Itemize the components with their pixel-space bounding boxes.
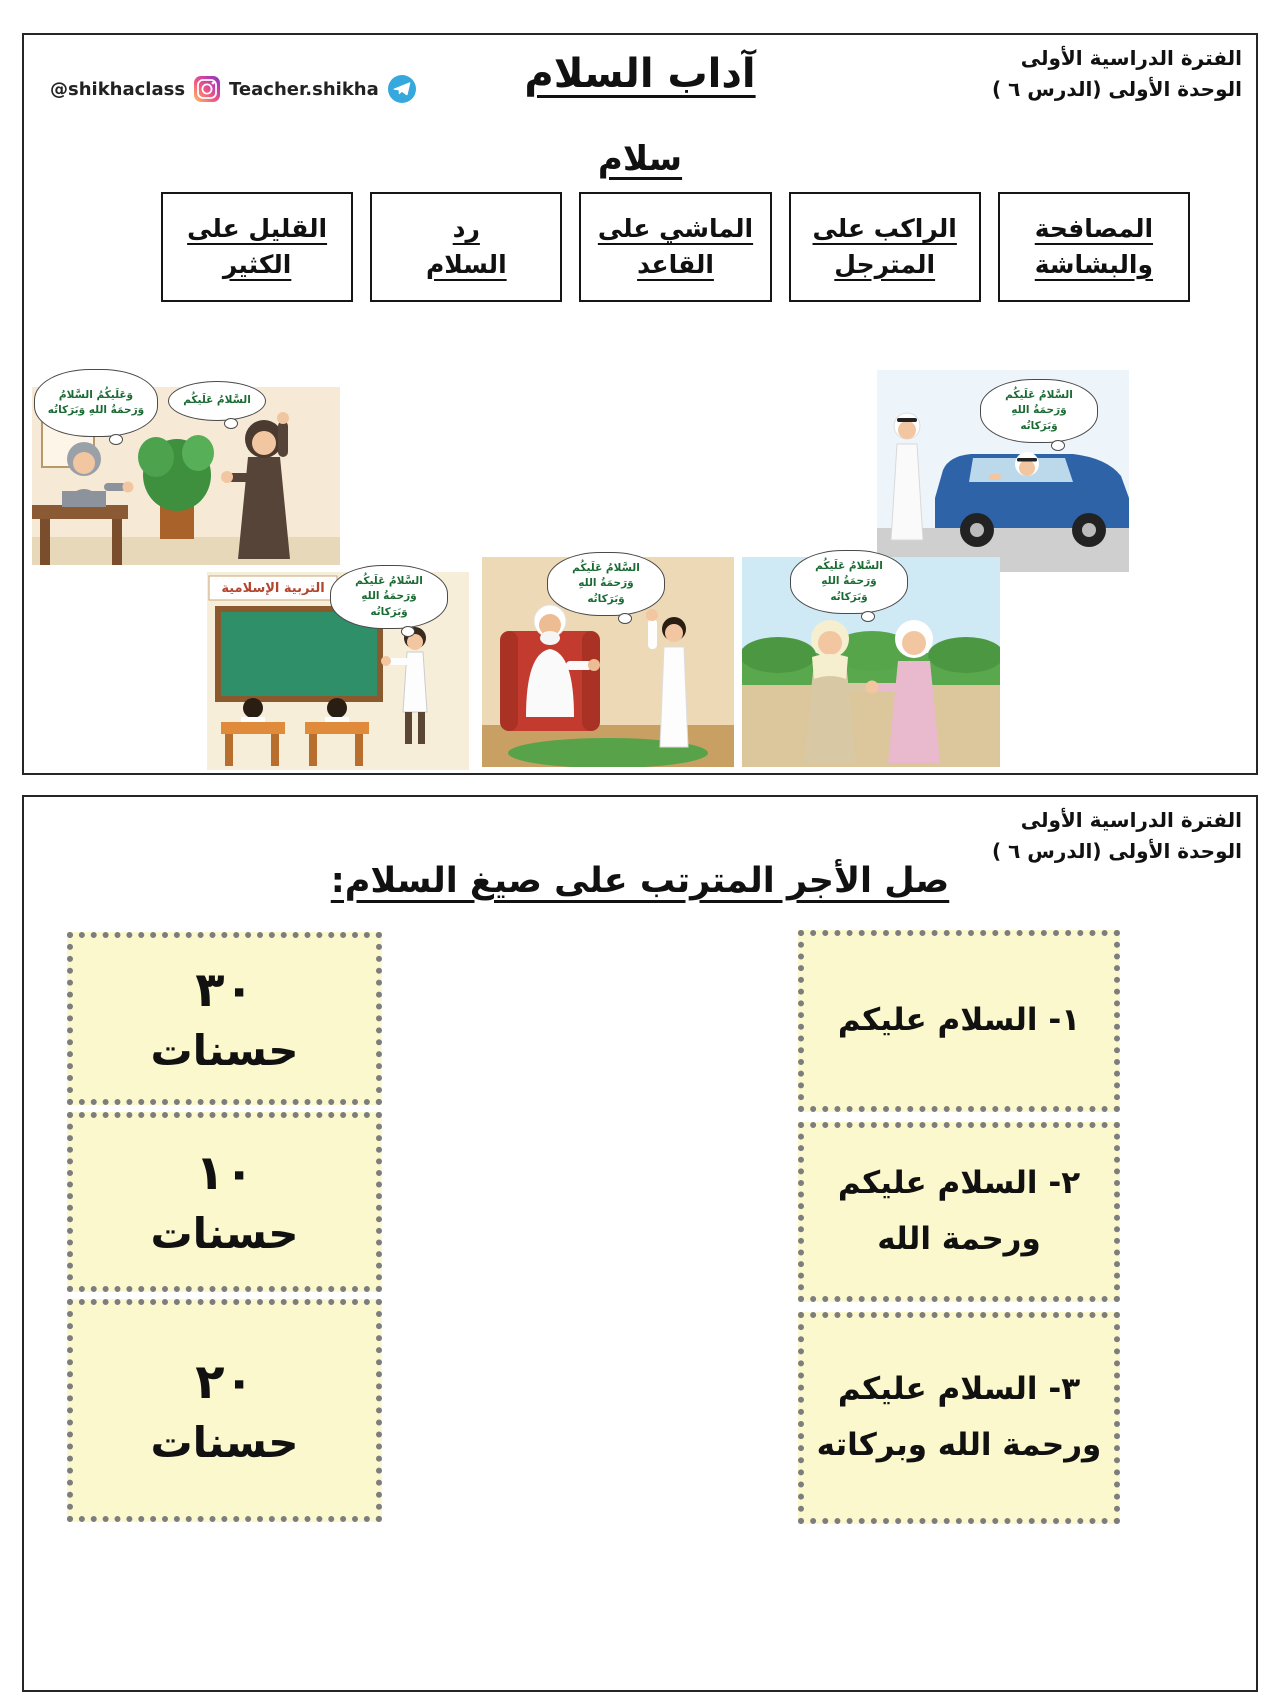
etiquette-line: الراكب على — [812, 213, 957, 243]
reward-unit: حسنات — [150, 1209, 299, 1259]
term-text-2: الفترة الدراسية الأولى — [1020, 808, 1242, 832]
greeting-text: ورحمة الله وبركاته — [816, 1427, 1102, 1463]
telegram-icon — [388, 75, 416, 103]
teacher-handle-text: Teacher.shikha — [229, 78, 379, 100]
reward-unit: حسنات — [150, 1025, 299, 1075]
term-text: الفترة الدراسية الأولى — [1020, 46, 1242, 70]
unit-text: الوحدة الأولى (الدرس ٦ ) — [992, 77, 1242, 101]
reward-unit: حسنات — [150, 1417, 299, 1467]
instagram-handle-text: @shikhaclass — [50, 78, 186, 100]
rewards-column — [67, 932, 382, 1522]
reward-box-20[interactable] — [67, 1299, 382, 1522]
etiquette-box-few-many — [161, 192, 353, 302]
greeting-text: ٣- السلام عليكم — [837, 1371, 1081, 1408]
social-bar — [50, 75, 416, 103]
reward-value: ٣٠ — [195, 961, 254, 1018]
reward-value: ٢٠ — [195, 1353, 254, 1410]
page-1-panel — [22, 33, 1258, 775]
reward-value: ١٠ — [195, 1145, 254, 1202]
etiquette-line: المترجل — [834, 249, 936, 279]
speech-bubble-classroom: السَّلامُ عَلَيكُم وَرَحمَةُ اللهِ وَبَرَكاتُه — [330, 565, 448, 629]
speech-bubble-women-reply: وَعَلَيكُمُ السَّلامُ وَرَحمَةُ اللهِ وَبَرَكاتُه — [34, 369, 158, 437]
etiquette-line: السلام — [425, 249, 507, 279]
greeting-text: ١- السلام عليكم — [837, 1002, 1081, 1039]
greeting-box-2[interactable] — [798, 1122, 1120, 1302]
etiquette-line: القليل على — [187, 213, 328, 243]
etiquette-line: والبشاشة — [1034, 249, 1154, 279]
speech-bubble-elder: السَّلامُ عَلَيكُم وَرَحمَةُ اللهِ وَبَرَكاتُه — [547, 552, 665, 616]
instagram-icon — [194, 76, 220, 102]
speech-bubble-girls: السَّلامُ عَلَيكُم وَرَحمَةُ اللهِ وَبَرَكاتُه — [790, 550, 908, 614]
unit-text-2: الوحدة الأولى (الدرس ٦ ) — [992, 839, 1242, 863]
page-2-panel — [22, 795, 1258, 1692]
salam-subtitle: سلام — [597, 139, 683, 179]
etiquette-box-handshake — [998, 192, 1190, 302]
etiquette-line: القاعد — [637, 249, 714, 279]
page-title: آداب السلام — [524, 51, 756, 97]
period-meta — [992, 43, 1242, 105]
greeting-box-3[interactable] — [798, 1312, 1120, 1524]
etiquette-box-rider — [789, 192, 981, 302]
etiquette-box-walker — [579, 192, 771, 302]
reward-box-10[interactable] — [67, 1112, 382, 1292]
etiquette-row — [161, 192, 1190, 302]
speech-bubble-women-greeting: السَّلامُ عَلَيكُم — [168, 381, 266, 421]
greeting-text: ٢- السلام عليكم — [837, 1165, 1081, 1202]
greetings-column — [798, 930, 1120, 1524]
greeting-box-1[interactable] — [798, 930, 1120, 1112]
greeting-text: ورحمة الله — [877, 1221, 1041, 1257]
period-meta-2 — [992, 805, 1242, 867]
etiquette-line: الماشي على — [597, 213, 754, 243]
reward-box-30[interactable] — [67, 932, 382, 1105]
board-banner-label: التربية الإسلامية — [221, 580, 325, 596]
matching-task-title: صل الأجر المترتب على صيغ السلام: — [330, 861, 950, 901]
etiquette-line: الكثير — [222, 249, 292, 279]
etiquette-line: رد — [452, 213, 480, 243]
etiquette-box-reply — [370, 192, 562, 302]
etiquette-line: المصافحة — [1034, 213, 1154, 243]
speech-bubble-car: السَّلامُ عَلَيكُم وَرَحمَةُ اللهِ وَبَرَكاتُه — [980, 379, 1098, 443]
